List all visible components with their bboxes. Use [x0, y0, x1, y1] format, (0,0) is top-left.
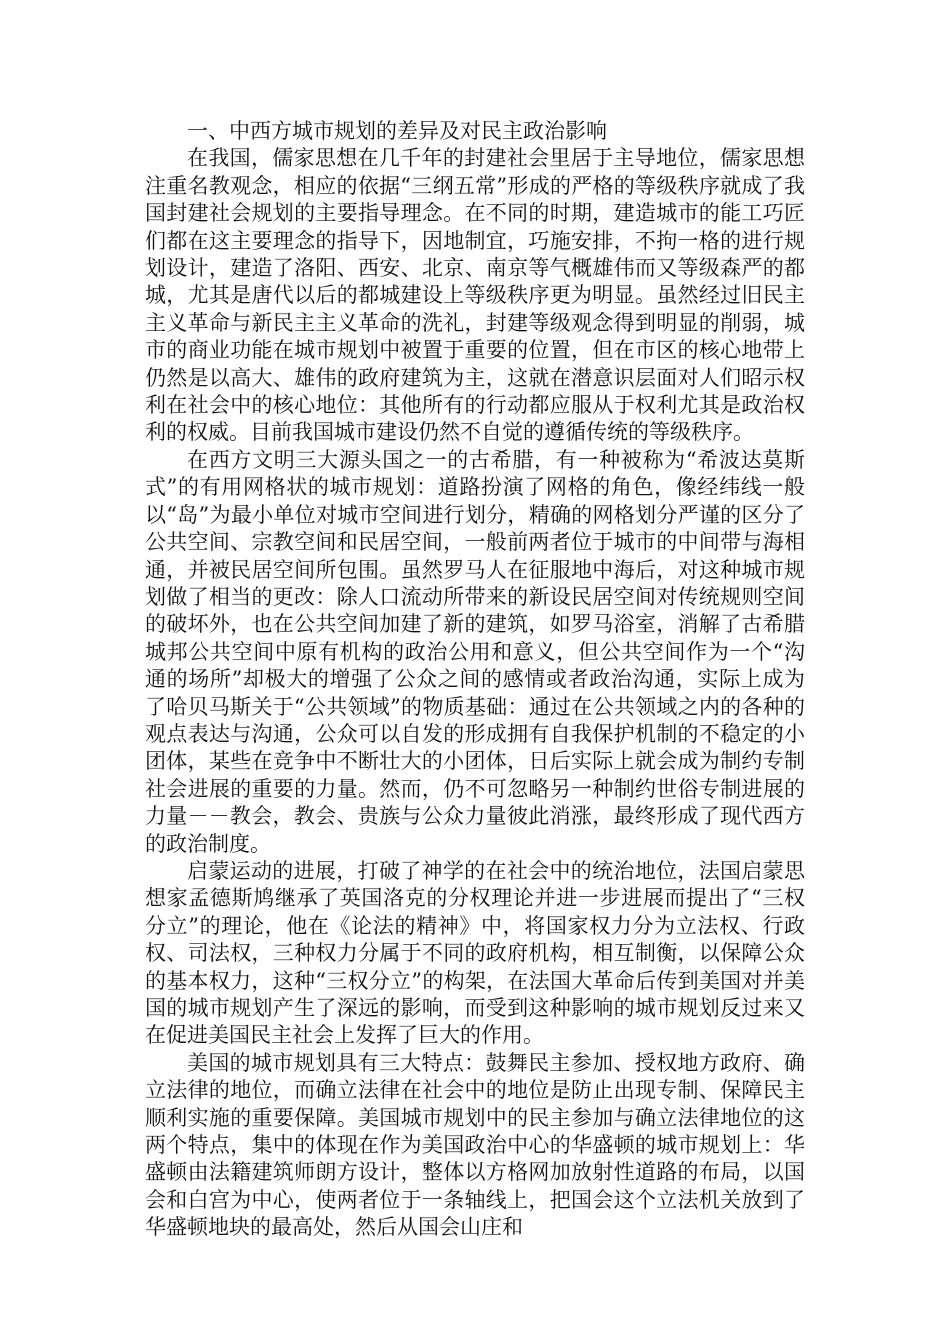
paragraph-american-planning: 美国的城市规划具有三大特点：鼓舞民主参加、授权地方政府、确立法律的地位，而确立法律在社会中的地位是防止出现专制、保障民主顺利实施的重要保障。美国城市规划中的民主参加与确立法律地位的这两个特点，集中的体现在作为美国政治中心的华盛顿的城市规划上：华盛顿由法籍建筑师朗方设计，整体以方格网加放射性道路的布局，以国会和白宫为中心，使两者位于一条轴线上，把国会这个立法机关放到了华盛顿地块的最高处，然后从国会山庄和	[145, 1050, 805, 1240]
paragraph-ancient-greece: 在西方文明三大源头国之一的古希腊，有一种被称为“希波达莫斯式”的有用网格状的城市规划：道路扮演了网格的角色，像经纬线一般以“岛”为最小单位对城市空间进行划分，精确的网格划分严谨的区分了公共空间、宗教空间和民居空间，一般前两者位于城市的中间带与海相通，并被民居空间所包围。虽然罗马人在征服地中海后，对这种城市规划做了相当的更改：除人口流动所带来的新设民居空间对传统规则空间的破坏外，也在公共空间加建了新的建筑，如罗马浴室，消解了古希腊城邦公共空间中原有机构的政治公用和意义，但公共空间作为一个“沟通的场所”却极大的增强了公众之间的感情或者政治沟通，实际上成为了哈贝马斯关于“公共领域”的物质基础：通过在公共领域之内的各种的观点表达与沟通，公众可以自发的形成拥有自我保护机制的不稳定的小团体，某些在竞争中不断壮大的小团体，日后实际上就会成为制约专制社会进展的重要的力量。然而，仍不可忽略另一种制约世俗专制进展的力量－－教会，教会、贵族与公众力量彼此消涨，最终形成了现代西方的政治制度。	[145, 447, 805, 856]
section-heading: 一、中西方城市规划的差异及对民主政治影响	[187, 119, 607, 143]
paragraph-china-hierarchy: 在我国，儒家思想在几千年的封建社会里居于主导地位，儒家思想注重名教观念，相应的依据“三纲五常”形成的严格的等级秩序就成了我国封建社会规划的主要指导理念。在不同的时期，建造城市的能工巧匠们都在这主要理念的指导下，因地制宜，巧施安排，不拘一格的进行规划设计，建造了洛阳、西安、北京、南京等气概雄伟而又等级森严的都城，尤其是唐代以后的都城建设上等级秩序更为明显。虽然经过旧民主主义革命与新民主主义革命的洗礼，封建等级观念得到明显的削弱，城市的商业功能在城市规划中被置于重要的位置，但在市区的核心地带上仍然是以高大、雄伟的政府建筑为主，这就在潜意识层面对人们昭示权利在社会中的核心地位：其他所有的行动都应服从于权利尤其是政治权利的权威。目前我国城市建设仍然不自觉的遵循传统的等级秩序。	[145, 146, 805, 445]
document-page	[145, 118, 805, 1242]
paragraph-enlightenment: 启蒙运动的进展，打破了神学的在社会中的统治地位，法国启蒙思想家孟德斯鸠继承了英国洛克的分权理论并进一步进展而提出了“三权分立”的理论，他在《论法的精神》中，将国家权力分为立法权、行政权、司法权，三种权力分属于不同的政府机构，相互制衡，以保障公众的基本权力，这种“三权分立”的构架，在法国大革命后传到美国对并美国的城市规划产生了深远的影响，而受到这种影响的城市规划反过来又在促进美国民主社会上发挥了巨大的作用。	[145, 858, 805, 1048]
